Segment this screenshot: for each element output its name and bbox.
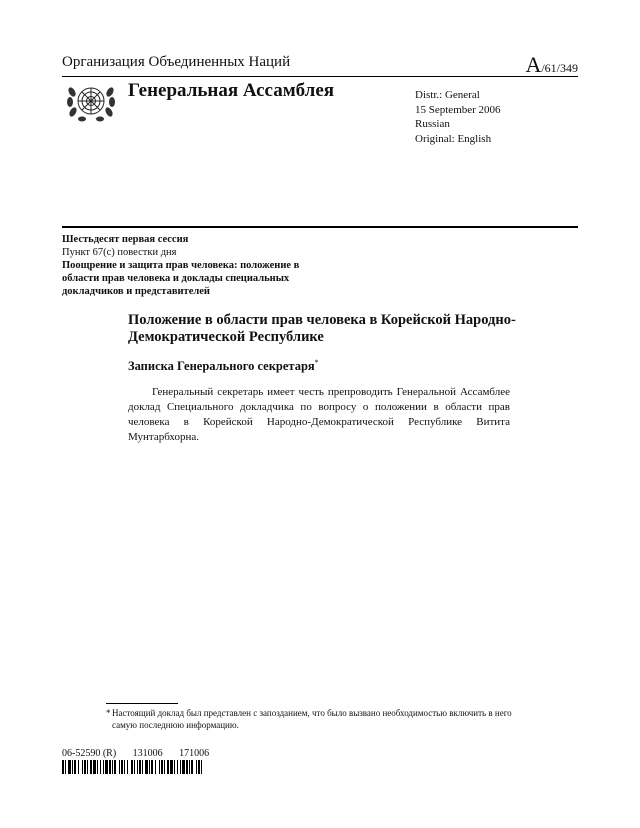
distr-original: Original: English — [415, 132, 492, 145]
subtitle-text: Записка Генерального секретаря — [128, 359, 315, 374]
header-thick-rule — [62, 226, 578, 228]
un-emblem-icon — [64, 80, 118, 124]
body-paragraph: Генеральный секретарь имеет честь препроводить Генеральной Ассамблее доклад Специального докладчика по вопросу о положении в области прав человека в Корейской Народно-Демократической Республике Витита Мунтарбхорна. — [128, 386, 510, 443]
document-symbol — [525, 52, 578, 78]
distr-language: Russian — [415, 118, 450, 130]
footnote-text: Настоящий доклад был представлен с запозданием, что было вызвано необходимостью включить в него самую последнюю информацию. — [112, 708, 512, 730]
session-number: Шестьдесят первая сессия — [62, 234, 189, 245]
subtitle-footnote-mark: * — [314, 358, 319, 367]
document-symbol-number: /61/349 — [541, 61, 578, 75]
footnote-rule — [106, 703, 178, 704]
distribution-block — [415, 88, 501, 146]
footnote — [106, 707, 512, 731]
job-date-2: 171006 — [179, 748, 210, 759]
document-title: Положение в области прав человека в Корейской Народно-Демократической Республике — [128, 312, 516, 345]
job-number-line — [62, 748, 223, 759]
agenda-item-title: Поощрение и защита прав человека: положение в области прав человека и доклады специальных докладчиков и представителей — [62, 260, 300, 297]
assembly-title: Генеральная Ассамблея — [128, 80, 335, 101]
document-symbol-letter: A — [525, 52, 542, 77]
document-subtitle — [128, 358, 319, 374]
job-date-1: 131006 — [132, 748, 163, 759]
footnote-mark: * — [106, 708, 111, 718]
job-number: 06-52590 (R) — [62, 748, 117, 759]
distr-type: Distr.: General — [415, 89, 480, 101]
barcode-icon — [62, 760, 202, 774]
distr-date: 15 September 2006 — [415, 103, 501, 116]
organization-name: Организация Объединенных Наций — [62, 54, 291, 70]
header-rule — [62, 76, 578, 77]
session-block — [62, 233, 332, 298]
agenda-item: Пункт 67(c) повестки дня — [62, 247, 177, 258]
